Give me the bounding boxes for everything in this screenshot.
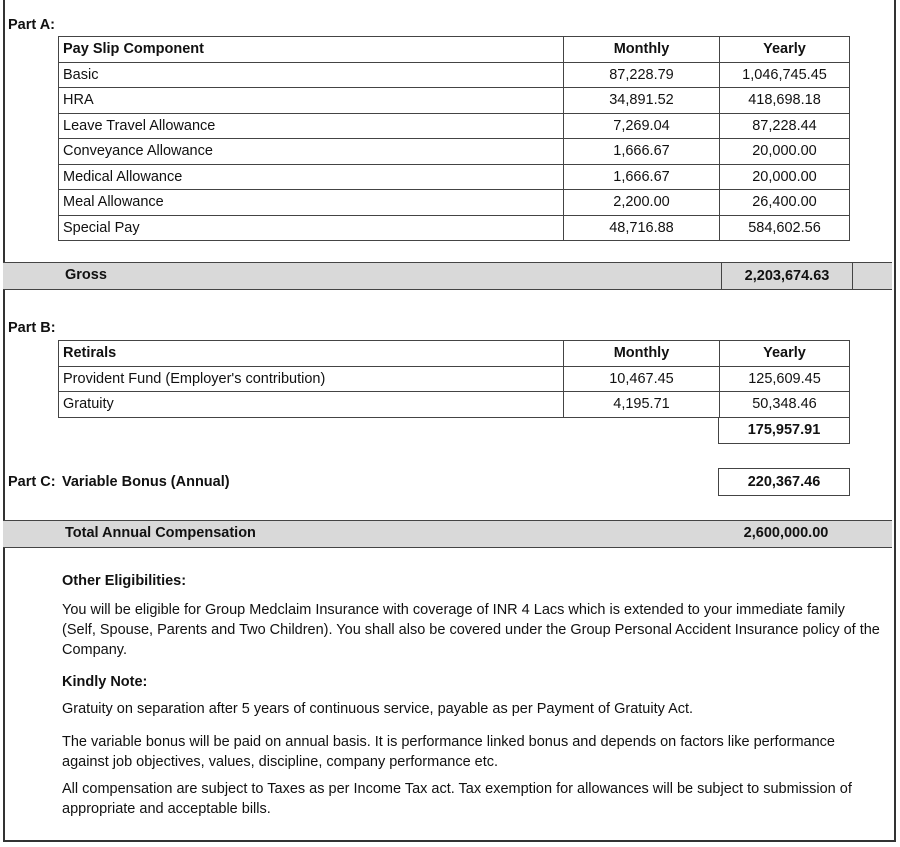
yearly-value: 20,000.00 xyxy=(720,139,850,165)
monthly-value: 7,269.04 xyxy=(564,113,720,139)
text-line: The variable bonus will be paid on annual basis. It is performance linked bonus and depends on factors like performance xyxy=(62,734,835,750)
retirals-table xyxy=(58,340,850,418)
gross-label: Gross xyxy=(65,267,107,283)
text-line: All compensation are subject to Taxes as per Income Tax act. Tax exemption for allowances will be subject to submission of xyxy=(62,781,852,797)
component-name: Special Pay xyxy=(59,215,564,241)
total-compensation-value: 2,600,000.00 xyxy=(743,525,829,541)
yearly-value: 20,000.00 xyxy=(720,164,850,190)
part-b-label: Part B: xyxy=(8,320,56,336)
other-eligibilities-text xyxy=(62,600,882,660)
yearly-value: 87,228.44 xyxy=(720,113,850,139)
text-line: Gratuity on separation after 5 years of continuous service, payable as per Payment of Gratuity Act. xyxy=(62,701,694,717)
header-monthly: Monthly xyxy=(564,341,720,367)
component-name: Conveyance Allowance xyxy=(59,139,564,165)
monthly-value: 1,666.67 xyxy=(564,164,720,190)
note-variable-bonus xyxy=(62,732,882,772)
gross-bar xyxy=(3,262,892,290)
total-compensation-bar xyxy=(3,520,892,548)
table-row xyxy=(59,366,850,392)
table-row xyxy=(59,215,850,241)
table-header-row xyxy=(59,341,850,367)
gross-value: 2,203,674.63 xyxy=(721,262,853,290)
table-row xyxy=(59,392,850,418)
table-header-row xyxy=(59,37,850,63)
table-row xyxy=(59,139,850,165)
other-eligibilities-title: Other Eligibilities: xyxy=(62,573,187,589)
monthly-value: 2,200.00 xyxy=(564,190,720,216)
yearly-value: 1,046,745.45 xyxy=(720,62,850,88)
note-taxes xyxy=(62,779,882,819)
monthly-value: 10,467.45 xyxy=(564,366,720,392)
text-line: Company. xyxy=(62,642,128,658)
monthly-value: 87,228.79 xyxy=(564,62,720,88)
yearly-value: 50,348.46 xyxy=(720,392,850,418)
text-line: (Self, Spouse, Parents and Two Children). You shall also be covered under the Group Personal Accident Insurance policy of the xyxy=(62,622,880,638)
component-name: Gratuity xyxy=(59,392,564,418)
yearly-value: 26,400.00 xyxy=(720,190,850,216)
header-yearly: Yearly xyxy=(720,341,850,367)
variable-bonus-value: 220,367.46 xyxy=(718,468,850,496)
yearly-value: 584,602.56 xyxy=(720,215,850,241)
text-line: appropriate and acceptable bills. xyxy=(62,801,271,817)
component-name: Basic xyxy=(59,62,564,88)
note-gratuity xyxy=(62,699,882,719)
table-row xyxy=(59,190,850,216)
component-name: Leave Travel Allowance xyxy=(59,113,564,139)
yearly-value: 418,698.18 xyxy=(720,88,850,114)
part-a-label: Part A: xyxy=(8,17,55,33)
header-monthly: Monthly xyxy=(564,37,720,63)
component-name: Provident Fund (Employer's contribution) xyxy=(59,366,564,392)
table-row xyxy=(59,113,850,139)
monthly-value: 34,891.52 xyxy=(564,88,720,114)
yearly-value: 125,609.45 xyxy=(720,366,850,392)
variable-bonus-title: Variable Bonus (Annual) xyxy=(62,474,230,490)
part-c-label: Part C: xyxy=(8,474,56,490)
header-component: Pay Slip Component xyxy=(59,37,564,63)
retirals-total: 175,957.91 xyxy=(718,417,850,444)
monthly-value: 48,716.88 xyxy=(564,215,720,241)
total-compensation-label: Total Annual Compensation xyxy=(65,525,256,541)
table-row xyxy=(59,88,850,114)
pay-slip-table xyxy=(58,36,850,241)
table-row xyxy=(59,62,850,88)
table-row xyxy=(59,164,850,190)
kindly-note-title: Kindly Note: xyxy=(62,674,148,690)
component-name: Meal Allowance xyxy=(59,190,564,216)
monthly-value: 1,666.67 xyxy=(564,139,720,165)
text-line: You will be eligible for Group Medclaim Insurance with coverage of INR 4 Lacs which is extended to your immediate family xyxy=(62,602,845,618)
header-yearly: Yearly xyxy=(720,37,850,63)
monthly-value: 4,195.71 xyxy=(564,392,720,418)
text-line: against job objectives, values, discipline, company performance etc. xyxy=(62,754,499,770)
component-name: HRA xyxy=(59,88,564,114)
header-retirals: Retirals xyxy=(59,341,564,367)
component-name: Medical Allowance xyxy=(59,164,564,190)
